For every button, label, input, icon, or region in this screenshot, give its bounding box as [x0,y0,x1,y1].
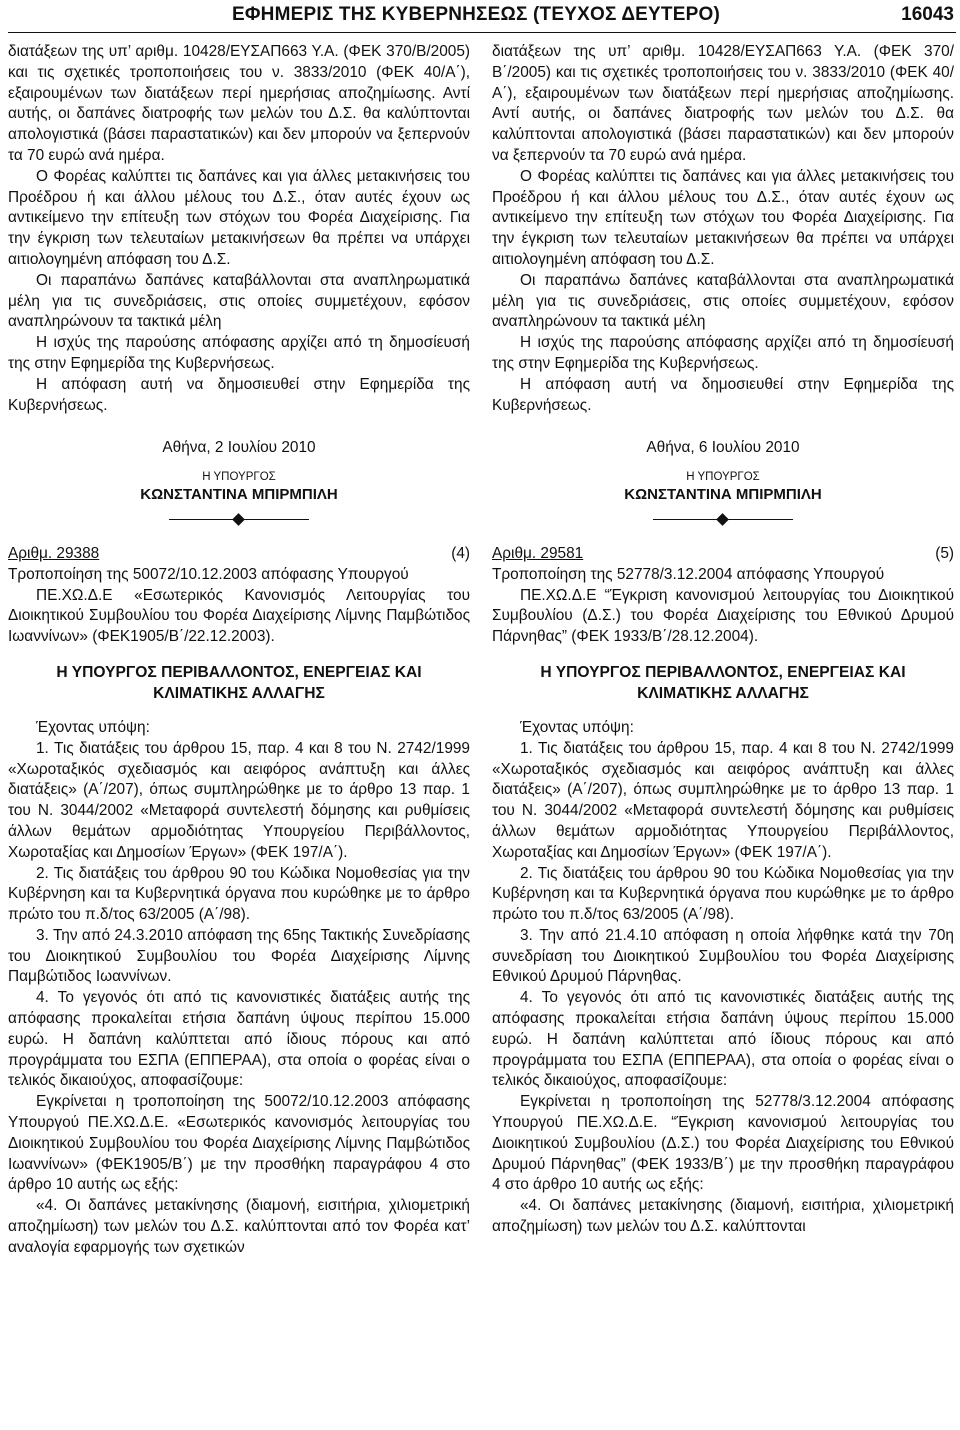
signatory-role: Η ΥΠΟΥΡΓΟΣ [202,471,276,484]
paragraph: διατάξεων της υπ’ αριθμ. 10428/ΕΥΣΑΠ663 Υ.Α. (ΦΕΚ 370/Β΄/2005) και τις σχετικές τροποποιήσεις του ν. 3833/2010 (ΦΕΚ 40/Α΄), εξαιρουμένων των διατάξεων περί ημερήσιας αποζημίωσης. Αντί αυτής, οι δαπάνες διατροφής των μελών του Δ.Σ. θα καλύπτονται απολογιστικά (βάσει παραστατικών) και δεν μπορούν να ξεπερνούν τα 70 ευρώ ανά ημέρα. [492,43,954,164]
diamond-icon [232,513,245,526]
page-header [0,0,960,34]
paragraph: Η ισχύς της παρούσης απόφασης αρχίζει από τη δημοσίευσή της στην Εφημερίδα της Κυβερνήσεως. [492,334,954,372]
section-divider [8,508,470,532]
consideration-4: 4. Το γεγονός ότι από τις κανονιστικές διατάξεις αυτής της απόφασης προκαλείται ετήσια δαπάνη ύψους περίπου 15.000 ευρώ. Η δαπάνη καλύπτεται από ίδιους πόρους και από προγράμματα του ΕΣΠΑ (ΕΠΠΕΡΑΑ), στα οποία ο φορέας είναι ο τελικός δικαιούχος, αποφασίζουμε: [8,989,470,1090]
consideration-1: 1. Τις διατάξεις του άρθρου 15, παρ. 4 και 8 του Ν. 2742/1999 «Χωροταξικός σχεδιασμός και αειφόρος ανάπτυξη και άλλες διατάξεις» (Α΄/207), όπως συμπληρώθηκε με το άρθρο 13 παρ. 1 του Ν. 3044/2002 «Μεταφορά συντελεστή δόμησης και ρυθμίσεις άλλων θεμάτων αρμοδιότητας Υπουργείου Περιβάλλοντος, Χωροταξίας και Δημοσίων Έργων» (ΦΕΚ 197/Α΄). [492,739,954,861]
authority-heading: Η ΥΠΟΥΡΓΟΣ ΠΕΡΙΒΑΛΛΟΝΤΟΣ, ΕΝΕΡΓΕΙΑΣ ΚΑΙ ΚΛΙΜΑΤΙΚΗΣ ΑΛΛΑΓΗΣ [56,663,422,702]
decision-subject-line: Τροποποίηση της 50072/10.12.2003 απόφασης Υπουργού [8,565,409,583]
signatory-name: ΚΩΝΣΤΑΝΤΙΝΑ ΜΠΙΡΜΠΙΛΗ [140,486,338,504]
signing-date: Αθήνα, 2 Ιουλίου 2010 [162,439,316,457]
consideration-4: 4. Το γεγονός ότι από τις κανονιστικές διατάξεις αυτής της απόφασης προκαλείται ετήσια δαπάνη ύψους περίπου 15.000 ευρώ. Η δαπάνη καλύπτεται από ίδιους πόρους και από προγράμματα του ΕΣΠΑ (ΕΠΠΕΡΑΑ), στα οποία ο φορέας είναι ο τελικός δικαιούχος, αποφασίζουμε: [492,989,954,1090]
consideration-2: 2. Τις διατάξεις του άρθρου 90 του Κώδικα Νομοθεσίας για την Κυβέρνηση και τα Κυβερνητικά όργανα που κυρώθηκε με το άρθρο πρώτο του π.δ/τος 63/2005 (Α΄/98). [8,864,470,924]
amendment-quote: «4. Οι δαπάνες μετακίνησης (διαμονή, εισιτήρια, χιλιομετρική αποζημίωση) των μελών του Δ.Σ. καλύπτονται από τον Φορέα κατ’ αναλογία εφαρμογής των σχετικών [8,1197,470,1256]
consideration-1: 1. Τις διατάξεις του άρθρου 15, παρ. 4 και 8 του Ν. 2742/1999 «Χωροταξικός σχεδιασμός και αειφόρος ανάπτυξη και άλλες διατάξεις» (Α΄/207), όπως συμπληρώθηκε με το άρθρο 13 παρ. 1 του Ν. 3044/2002 «Μεταφορά συντελεστή δόμησης και ρυθμίσεις άλλων θεμάτων αρμοδιότητας Υπουργείου Περιβάλλοντος, Χωροταξίας και Δημοσίων Έργων» (ΦΕΚ 197/Α΄). [8,739,470,861]
signatory-role: Η ΥΠΟΥΡΓΟΣ [686,471,760,484]
signatory-name: ΚΩΝΣΤΑΝΤΙΝΑ ΜΠΙΡΜΠΙΛΗ [624,486,822,504]
amendment-quote: «4. Οι δαπάνες μετακίνησης (διαμονή, εισιτήρια, χιλιομετρική αποζημίωση) των μελών του Δ.Σ. καλύπτονται [492,1197,954,1236]
paragraph: Οι παραπάνω δαπάνες καταβάλλονται στα αναπληρωματικά μέλη για τις συνεδριάσεις, στις οποίες συμμετέχουν, εφόσον αναπληρώνουν τα τακτικά μέλη [8,271,470,331]
paragraph: Ο Φορέας καλύπτει τις δαπάνες και για άλλες μετακινήσεις του Προέδρου ή και άλλου μέλους του Δ.Σ., όταν αυτές έχουν ως αντικείμενο την επίτευξη των στόχων του Φορέα Διαχείρισης. Για την έγκριση των τελευταίων μετακινήσεων θα πρέπει να υπάρχει αιτιολογημένη απόφαση του Δ.Σ. [492,167,954,268]
left-column [8,42,470,1259]
authority-heading: Η ΥΠΟΥΡΓΟΣ ΠΕΡΙΒΑΛΛΟΝΤΟΣ, ΕΝΕΡΓΕΙΑΣ ΚΑΙ ΚΛΙΜΑΤΙΚΗΣ ΑΛΛΑΓΗΣ [540,663,906,702]
decision-subject-line: Τροποποίηση της 52778/3.12.2004 απόφασης Υπουργού [492,565,885,583]
consideration-2: 2. Τις διατάξεις του άρθρου 90 του Κώδικα Νομοθεσίας για την Κυβέρνηση και τα Κυβερνητικά όργανα που κυρώθηκε με το άρθρο πρώτο του π.δ/τος 63/2005 (Α΄/98). [492,864,954,924]
header-rule [8,32,956,33]
paragraph: Η απόφαση αυτή να δημοσιευθεί στην Εφημερίδα της Κυβερνήσεως. [492,375,954,414]
decision-number: Αριθμ. 29388 [8,544,100,562]
decision-number: Αριθμ. 29581 [492,544,584,562]
paragraph: Οι παραπάνω δαπάνες καταβάλλονται στα αναπληρωματικά μέλη για τις συνεδριάσεις, στις οποίες συμμετέχουν, εφόσον αναπληρώνουν τα τακτικά μέλη [492,271,954,331]
decision-number-row [492,544,954,565]
having-considered: Έχοντας υπόψη: [36,718,150,736]
having-considered: Έχοντας υπόψη: [520,718,634,736]
approval-text: Εγκρίνεται η τροποποίηση της 52778/3.12.2004 απόφασης Υπουργού ΠΕ.ΧΩ.Δ.Ε. “Έγκριση κανονισμού λειτουργίας του Διοικητικού Συμβουλίου (Δ.Σ.) του Φορέα Διαχείρισης του Εθνικού Δρυμού Πάρνηθας” (ΦΕΚ 1933/Β΄) με την προσθήκη παραγράφου 4 στο άρθρο 10 αυτής ως εξής: [492,1093,954,1194]
right-column [492,42,954,1238]
decision-subject: ΠΕ.ΧΩ.Δ.Ε “Έγκριση κανονισμού λειτουργίας του Διοικητικού Συμβουλίου (Δ.Σ.) του Φορέα Διαχείρισης του Εθνικού Δρυμού Πάρνηθας” (ΦΕΚ 1933/Β΄/28.12.2004). [492,586,954,646]
consideration-3: 3. Την από 24.3.2010 απόφαση της 65ης Τακτικής Συνεδρίασης του Διοικητικού Συμβουλίου του Φορέα Διαχείρισης Λίμνης Παμβώτιδος Ιωαννίνων. [8,926,470,986]
page-number: 16043 [901,4,954,25]
paragraph: Η απόφαση αυτή να δημοσιευθεί στην Εφημερίδα της Κυβερνήσεως. [8,375,470,414]
decision-number-row [8,544,470,565]
decision-index: (5) [935,544,954,562]
paragraph: Η ισχύς της παρούσης απόφασης αρχίζει από τη δημοσίευσή της στην Εφημερίδα της Κυβερνήσεως. [8,334,470,372]
signing-date: Αθήνα, 6 Ιουλίου 2010 [646,439,800,457]
gazette-title: ΕΦΗΜΕΡΙΣ ΤΗΣ ΚΥΒΕΡΝΗΣΕΩΣ (ΤΕΥΧΟΣ ΔΕΥΤΕΡΟ) [232,4,720,25]
approval-text: Εγκρίνεται η τροποποίηση της 50072/10.12.2003 απόφασης Υπουργού ΠΕ.ΧΩ.Δ.Ε. «Εσωτερικός κανονισμός λειτουργίας του Διοικητικού Συμβουλίου του Φορέα Διαχείρισης Λίμνης Παμβώτιδος Ιωαννίνων» (ΦΕΚ1905/Β΄) με την προσθήκη παραγράφου 4 στο άρθρο 10 αυτής ως εξής: [8,1093,470,1194]
decision-subject: ΠΕ.ΧΩ.Δ.Ε «Εσωτερικός Κανονισμός Λειτουργίας του Διοικητικού Συμβουλίου του Φορέα Διαχείρισης Λίμνης Παμβώτιδος Ιωαννίνων» (ΦΕΚ1905/Β΄/22.12.2003). [8,586,470,646]
section-divider [492,508,954,532]
diamond-icon [716,513,729,526]
paragraph: διατάξεων της υπ’ αριθμ. 10428/ΕΥΣΑΠ663 Υ.Α. (ΦΕΚ 370/Β/2005) και τις σχετικές τροποποιήσεις του ν. 3833/2010 (ΦΕΚ 40/Α΄), εξαιρουμένων των διατάξεων περί ημερήσιας αποζημίωσης. Αντί αυτής, οι δαπάνες διατροφής των μελών του Δ.Σ. θα καλύπτονται απολογιστικά (βάσει παραστατικών) και δεν μπορούν να ξεπερνούν τα 70 ευρώ ανά ημέρα. [8,43,470,164]
paragraph: Ο Φορέας καλύπτει τις δαπάνες και για άλλες μετακινήσεις του Προέδρου ή και άλλου μέλους του Δ.Σ., όταν αυτές έχουν ως αντικείμενο την επίτευξη των στόχων του Φορέα Διαχείρισης. Για την έγκριση των τελευταίων μετακινήσεων θα πρέπει να υπάρχει αιτιολογημένη απόφαση του Δ.Σ. [8,167,470,268]
decision-index: (4) [451,544,470,562]
consideration-3: 3. Την από 21.4.10 απόφαση η οποία λήφθηκε κατά την 70η συνεδρίαση του Διοικητικού Συμβουλίου του Φορέα Διαχείρισης Εθνικού Δρυμού Πάρνηθας. [492,926,954,986]
